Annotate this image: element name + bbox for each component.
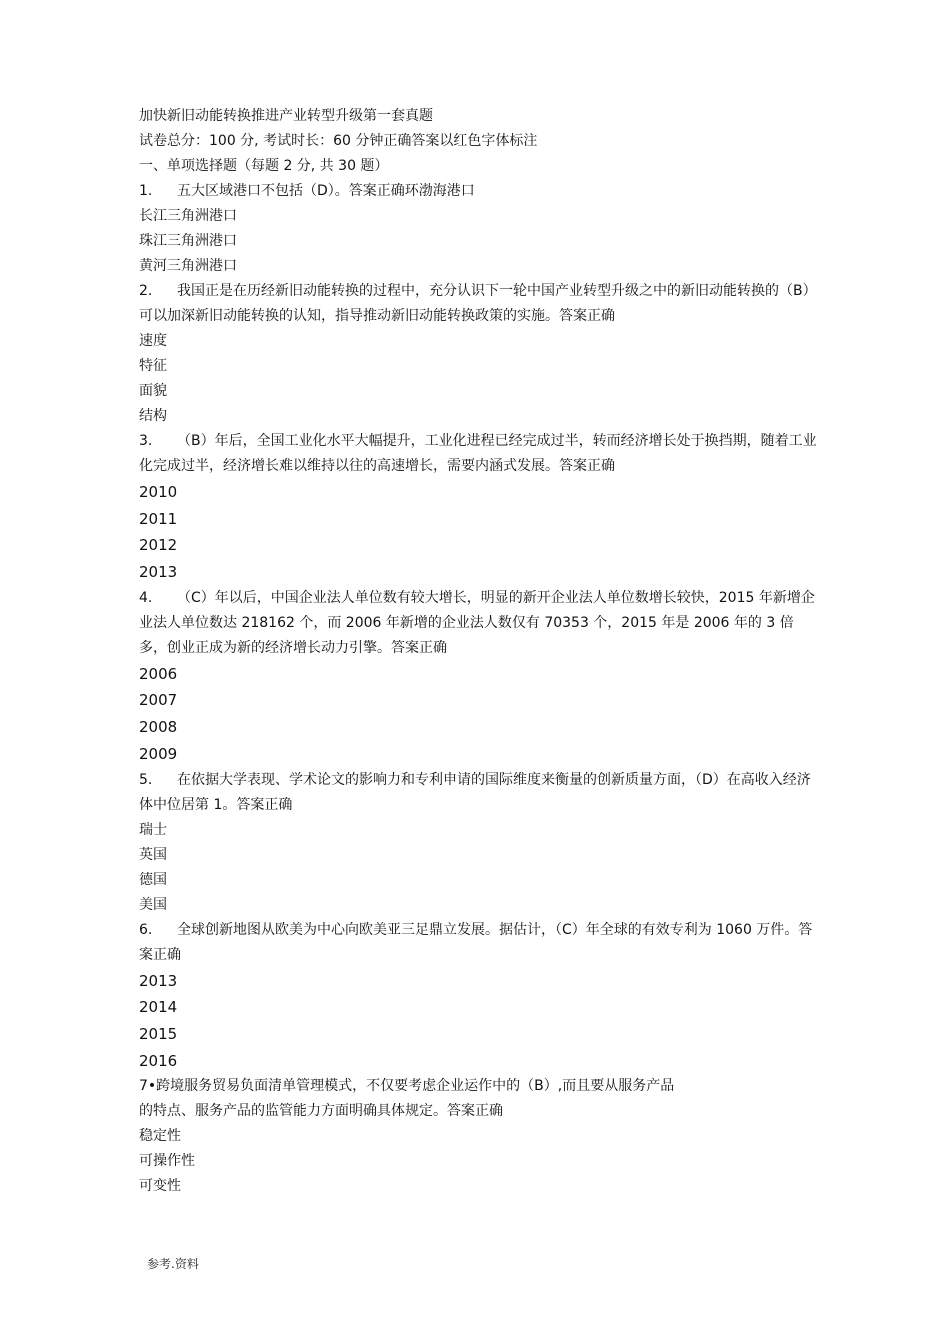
document-body <box>139 104 819 1199</box>
option: 可变性 <box>139 1178 181 1195</box>
option: 美国 <box>139 896 167 913</box>
question-3 <box>139 429 819 479</box>
question-number: 3. <box>139 433 153 449</box>
option: 黄河三角洲港口 <box>139 258 237 274</box>
option: 2015 <box>139 1024 178 1043</box>
question-1 <box>139 179 819 204</box>
question-number: 4. <box>139 589 153 606</box>
option: 2014 <box>139 998 178 1017</box>
option: 德国 <box>139 871 167 888</box>
question-number: 5. <box>139 771 153 788</box>
option: 特征 <box>139 358 167 374</box>
option: 2012 <box>139 536 178 555</box>
question-6 <box>139 918 819 968</box>
option: 2009 <box>139 744 178 763</box>
question-number: 2. <box>139 283 153 299</box>
question-number: 1. <box>139 183 153 199</box>
option: 可操作性 <box>139 1153 195 1170</box>
option: 2010 <box>139 483 178 501</box>
question-5 <box>139 768 819 818</box>
question-7-line-2: 的特点、服务产品的监管能力方面明确具体规定。答案正确 <box>139 1103 503 1120</box>
option: 面貌 <box>139 383 167 399</box>
option: 瑞士 <box>139 821 167 838</box>
option: 速度 <box>139 333 167 349</box>
option: 2016 <box>139 1051 178 1070</box>
option: 稳定性 <box>139 1128 181 1145</box>
option: 2011 <box>139 509 178 528</box>
question-number: 6. <box>139 921 153 938</box>
exam-meta: 试卷总分：100 分, 考试时长：60 分钟正确答案以红色字体标注 <box>139 133 538 149</box>
question-text: （B）年后，全国工业化水平大幅提升，工业化进程已经完成过半，转而经济增长处于换挡期，随着工业化完成过半，经济增长难以维持以往的高速增长，需要内涵式发展。答案正确 <box>139 433 817 474</box>
page-footer: 参考.资料 <box>147 1257 199 1271</box>
question-7-line-1: 7•跨境服务贸易负面清单管理模式，不仅要考虑企业运作中的（B）,而且要从服务产品 <box>139 1078 675 1095</box>
option: 2006 <box>139 664 178 683</box>
option: 结构 <box>139 408 167 424</box>
question-2 <box>139 279 819 329</box>
option: 长江三角洲港口 <box>139 208 237 224</box>
option: 英国 <box>139 846 167 863</box>
option: 2007 <box>139 691 178 710</box>
option: 珠江三角洲港口 <box>139 233 237 249</box>
section-heading: 一、单项选择题（每题 2 分, 共 30 题） <box>139 158 389 174</box>
option: 2008 <box>139 718 178 737</box>
question-text: 在依据大学表现、学术论文的影响力和专利申请的国际维度来衡量的创新质量方面，（D）在高收入经济体中位居第 1。答案正确 <box>139 771 811 813</box>
question-text: 我国正是在历经新旧动能转换的过程中，充分认识下一轮中国产业转型升级之中的新旧动能转换的（B）可以加深新旧动能转换的认知，指导推动新旧动能转换政策的实施。答案正确 <box>139 283 817 324</box>
question-text: 五大区域港口不包括（D）。答案正确环渤海港口 <box>177 183 475 199</box>
option: 2013 <box>139 971 178 990</box>
question-4 <box>139 586 819 661</box>
option: 2013 <box>139 563 178 582</box>
doc-title: 加快新旧动能转换推进产业转型升级第一套真题 <box>139 108 433 124</box>
question-text: （C）年以后，中国企业法人单位数有较大增长，明显的新开企业法人单位数增长较快，2015 年新增企业法人单位数达 218162 个，而 2006 年新增的企业法人数仅有 70353 个，2015 年是 2006 年的 3 倍多，创业正成为新的经济增长动力引擎。答案正确 <box>139 589 815 656</box>
question-text: 全球创新地图从欧美为中心向欧美亚三足鼎立发展。据估计，（C）年全球的有效专利为 1060 万件。答案正确 <box>139 921 813 963</box>
